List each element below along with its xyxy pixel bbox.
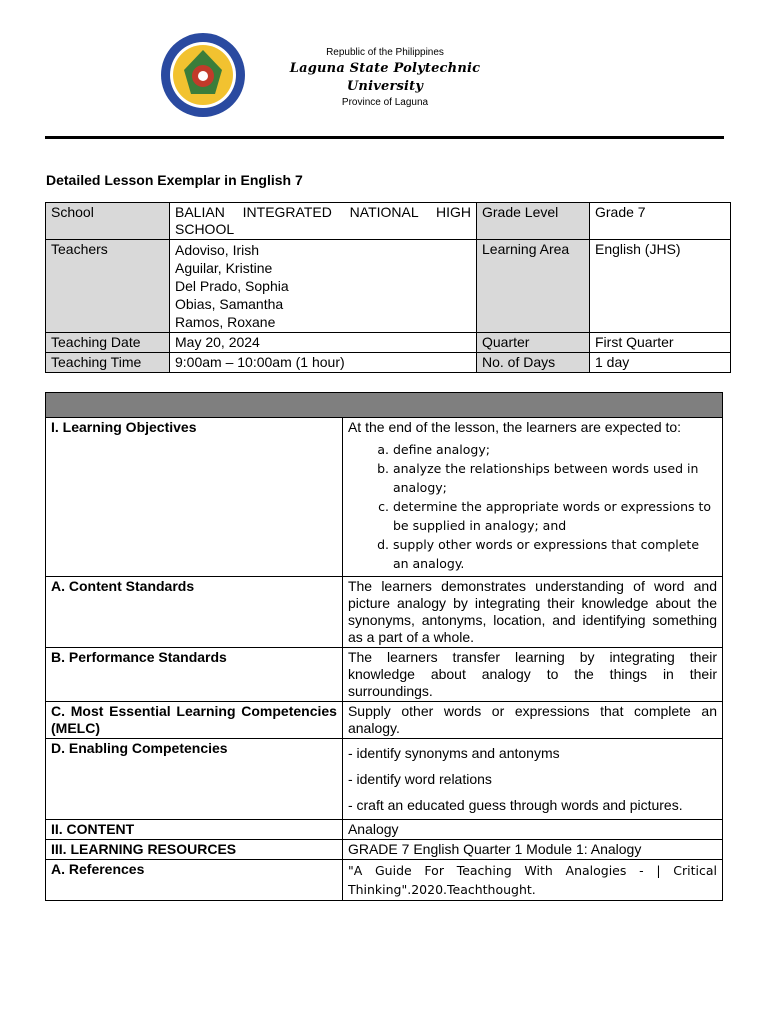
- teacher-name: Del Prado, Sophia: [175, 278, 289, 294]
- table-row: [46, 333, 731, 353]
- content-standards-label: A. Content Standards: [46, 577, 343, 648]
- table-header-row: [46, 393, 723, 418]
- table-row: [46, 702, 723, 739]
- performance-standards-label: B. Performance Standards: [46, 648, 343, 702]
- table-row: [46, 820, 723, 840]
- table-row: [46, 418, 723, 577]
- school-label: School: [46, 203, 170, 240]
- references-label: A. References: [46, 860, 343, 901]
- melc-label: C. Most Essential Learning Competencies (MELC): [46, 702, 343, 739]
- content-label: II. CONTENT: [46, 820, 343, 840]
- teacher-name: Obias, Samantha: [175, 296, 284, 312]
- school-info-table: [45, 202, 731, 373]
- teachers-list: [170, 240, 477, 333]
- table-row: [46, 739, 723, 820]
- learning-resources-label: III. LEARNING RESOURCES: [46, 840, 343, 860]
- days-label: No. of Days: [477, 353, 590, 373]
- province-line: Province of Laguna: [341, 97, 429, 108]
- letterhead: [0, 0, 768, 140]
- teacher-name: Aguilar, Kristine: [175, 260, 273, 276]
- learning-area-label: Learning Area: [477, 240, 590, 333]
- list-item: - identify word relations: [347, 771, 492, 787]
- list-item: - craft an educated guess through words and pictures.: [347, 797, 683, 813]
- teaching-time-value: 9:00am – 10:00am (1 hour): [170, 353, 477, 373]
- references-value: "A Guide For Teaching With Analogies - | Critical Thinking".2020.Teachthought.: [342, 860, 722, 901]
- school-value: BALIAN INTEGRATED NATIONAL HIGH SCHOOL: [170, 203, 477, 240]
- melc-value: Supply other words or expressions that complete an analogy.: [342, 702, 722, 739]
- learning-area-value: English (JHS): [590, 240, 731, 333]
- teachers-label: Teachers: [46, 240, 170, 333]
- table-header-bar: [46, 393, 723, 418]
- teacher-name: Adoviso, Irish: [175, 242, 260, 258]
- letterhead-text: [250, 46, 520, 110]
- teaching-time-label: Teaching Time: [46, 353, 170, 373]
- list-item: a. define analogy;: [393, 440, 717, 459]
- grade-level-label: Grade Level: [477, 203, 590, 240]
- quarter-label: Quarter: [477, 333, 590, 353]
- days-value: 1 day: [590, 353, 731, 373]
- table-row: [46, 240, 731, 333]
- quarter-value: First Quarter: [590, 333, 731, 353]
- teacher-name: Ramos, Roxane: [175, 314, 276, 330]
- grade-level-value: Grade 7: [590, 203, 731, 240]
- teaching-date-value: May 20, 2024: [170, 333, 477, 353]
- lesson-plan-table: [45, 392, 723, 901]
- list-item: d. supply other words or expressions that complete an analogy.: [393, 535, 717, 573]
- list-item: - identify synonyms and antonyms: [347, 745, 560, 761]
- table-row: [46, 648, 723, 702]
- teaching-date-label: Teaching Date: [46, 333, 170, 353]
- list-item: b. analyze the relationships between words used in analogy;: [393, 459, 717, 497]
- table-row: [46, 860, 723, 901]
- table-row: [46, 577, 723, 648]
- document-title: Detailed Lesson Exemplar in English 7: [46, 172, 303, 188]
- list-item: c. determine the appropriate words or expressions to be supplied in analogy; and: [393, 497, 717, 535]
- republic-line: Republic of the Philippines: [326, 47, 444, 58]
- header-divider: [45, 136, 724, 139]
- table-row: [46, 203, 731, 240]
- objectives-intro: At the end of the lesson, the learners are expected to:: [347, 419, 682, 435]
- objectives-list: [348, 440, 717, 573]
- enabling-competencies-label: D. Enabling Competencies: [46, 739, 343, 820]
- content-value: Analogy: [342, 820, 722, 840]
- content-standards-value: The learners demonstrates understanding of word and picture analogy by integrating their knowledge about the synonyms, antonyms, location, and identifying something as a part of a whole.: [342, 577, 722, 648]
- performance-standards-value: The learners transfer learning by integrating their knowledge about analogy to the things in their surroundings.: [342, 648, 722, 702]
- table-row: [46, 840, 723, 860]
- university-seal-icon: [160, 32, 246, 118]
- table-row: [46, 353, 731, 373]
- enabling-competencies-cell: [342, 739, 722, 820]
- objectives-cell: [342, 418, 722, 577]
- learning-resources-value: GRADE 7 English Quarter 1 Module 1: Analogy: [342, 840, 722, 860]
- objectives-label: I. Learning Objectives: [46, 418, 343, 577]
- university-name: Laguna State Polytechnic University: [289, 61, 481, 94]
